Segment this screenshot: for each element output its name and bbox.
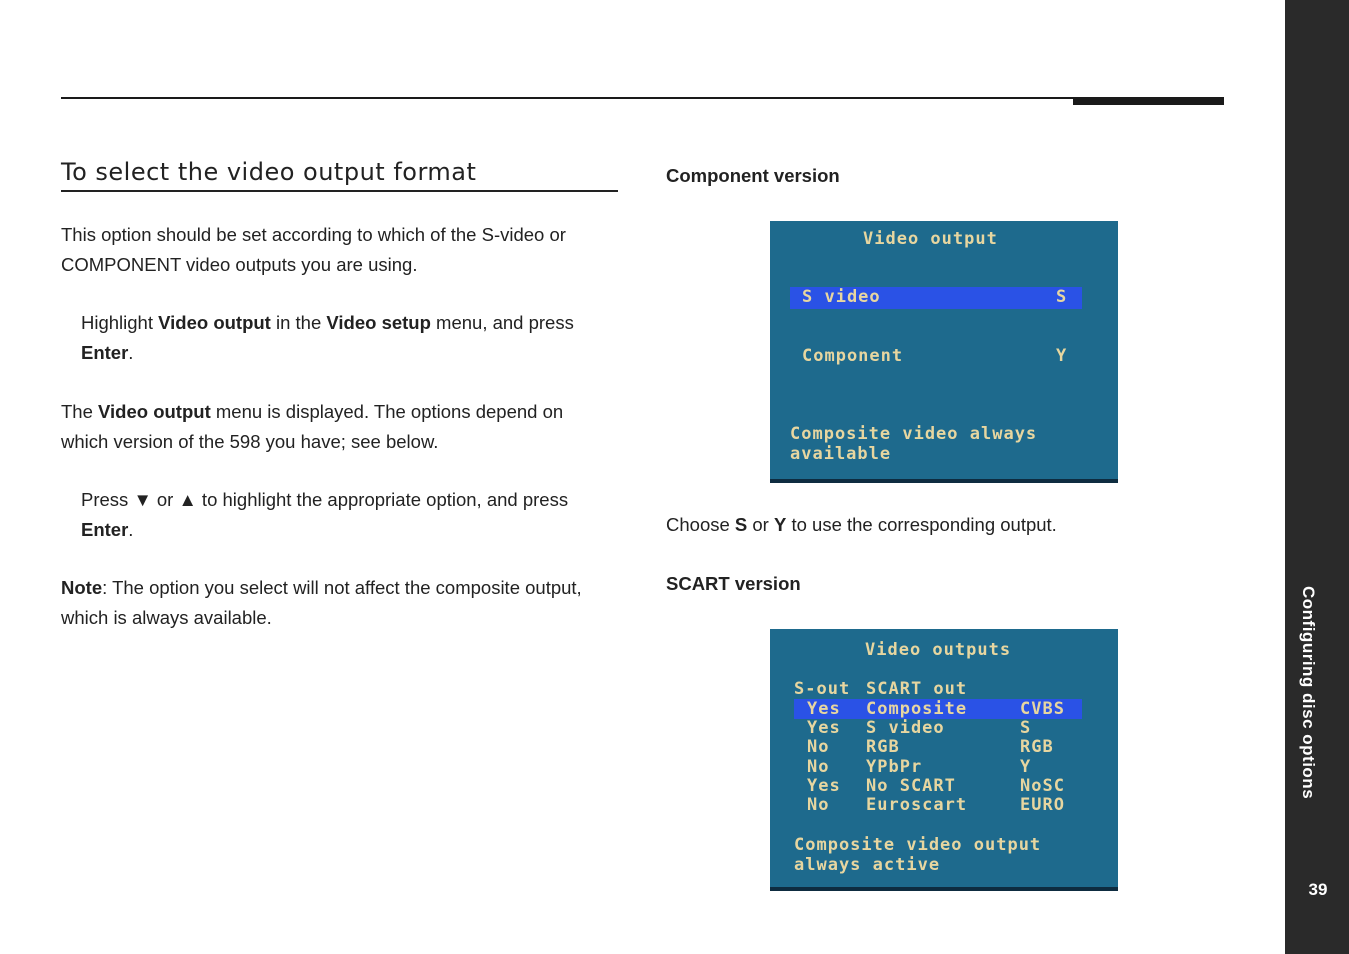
component-version-title: Component version bbox=[666, 165, 840, 186]
scart-osd-screen bbox=[770, 629, 1118, 891]
osd-row-scart: S video bbox=[866, 718, 945, 738]
osd-row-sout: No bbox=[807, 757, 830, 777]
osd-row-code: Y bbox=[1020, 757, 1032, 777]
osd-row-scart: Composite bbox=[866, 699, 968, 719]
osd-row-scart: Euroscart bbox=[866, 795, 968, 815]
osd-row-scart: RGB bbox=[866, 737, 900, 757]
osd-footer-1: Composite video always bbox=[790, 424, 1038, 444]
step-2: Press ▼ or ▲ to highlight the appropriate option, and press Enter. bbox=[81, 489, 569, 540]
osd-row-code: EURO bbox=[1020, 795, 1065, 815]
osd-row-y-value: Y bbox=[1056, 346, 1068, 366]
choose-paragraph: Choose S or Y to use the corresponding output. bbox=[666, 514, 1057, 535]
down-arrow-icon: ▼ bbox=[133, 489, 152, 510]
page-number: 39 bbox=[1308, 880, 1328, 899]
osd-row-sout: Yes bbox=[807, 699, 841, 719]
menu-paragraph: The Video output menu is displayed. The options depend on which version of the 598 you have; see below. bbox=[61, 401, 564, 452]
osd-row-sout: Yes bbox=[807, 776, 841, 796]
scart-version-title: SCART version bbox=[666, 573, 801, 594]
sidebar bbox=[1285, 0, 1349, 954]
osd-footer-1: Composite video output bbox=[794, 835, 1042, 855]
osd-row-scart: No SCART bbox=[866, 776, 956, 796]
osd-col-sout-head: S-out bbox=[794, 679, 851, 699]
osd-row-s-value: S bbox=[1056, 287, 1068, 307]
osd-row-scart: YPbPr bbox=[866, 757, 923, 777]
section-label: Configuring disc options bbox=[1299, 586, 1318, 800]
osd-row-sout: No bbox=[807, 795, 830, 815]
osd-title: Video output bbox=[863, 229, 998, 249]
note-paragraph: Note: The option you select will not affect the composite output, which is always available. bbox=[61, 577, 582, 628]
osd-row-s-video: S video bbox=[802, 287, 881, 307]
up-arrow-icon: ▲ bbox=[178, 489, 197, 510]
step-1: Highlight Video output in the Video setup menu, and press Enter. bbox=[81, 312, 574, 363]
component-osd-screen bbox=[770, 221, 1118, 483]
header-rule-tab bbox=[1073, 97, 1224, 105]
osd-title: Video outputs bbox=[865, 640, 1012, 660]
osd-row-code: S bbox=[1020, 718, 1032, 738]
osd-row-code: RGB bbox=[1020, 737, 1054, 757]
intro-line-1: This option should be set according to which of the S-video or bbox=[61, 224, 566, 245]
osd-footer-2: always active bbox=[794, 855, 941, 875]
intro-line-2: COMPONENT video outputs you are using. bbox=[61, 253, 418, 275]
osd-row-code: CVBS bbox=[1020, 699, 1065, 719]
osd-row-sout: Yes bbox=[807, 718, 841, 738]
osd-row-component: Component bbox=[802, 346, 904, 366]
osd-row-code: NoSC bbox=[1020, 776, 1065, 796]
osd-row-sout: No bbox=[807, 737, 830, 757]
osd-col-scart-head: SCART out bbox=[866, 679, 968, 699]
osd-footer-2: available bbox=[790, 444, 892, 464]
section-heading: To select the video output format bbox=[61, 158, 618, 192]
intro-paragraph bbox=[61, 220, 566, 279]
header-rule bbox=[61, 97, 1224, 99]
